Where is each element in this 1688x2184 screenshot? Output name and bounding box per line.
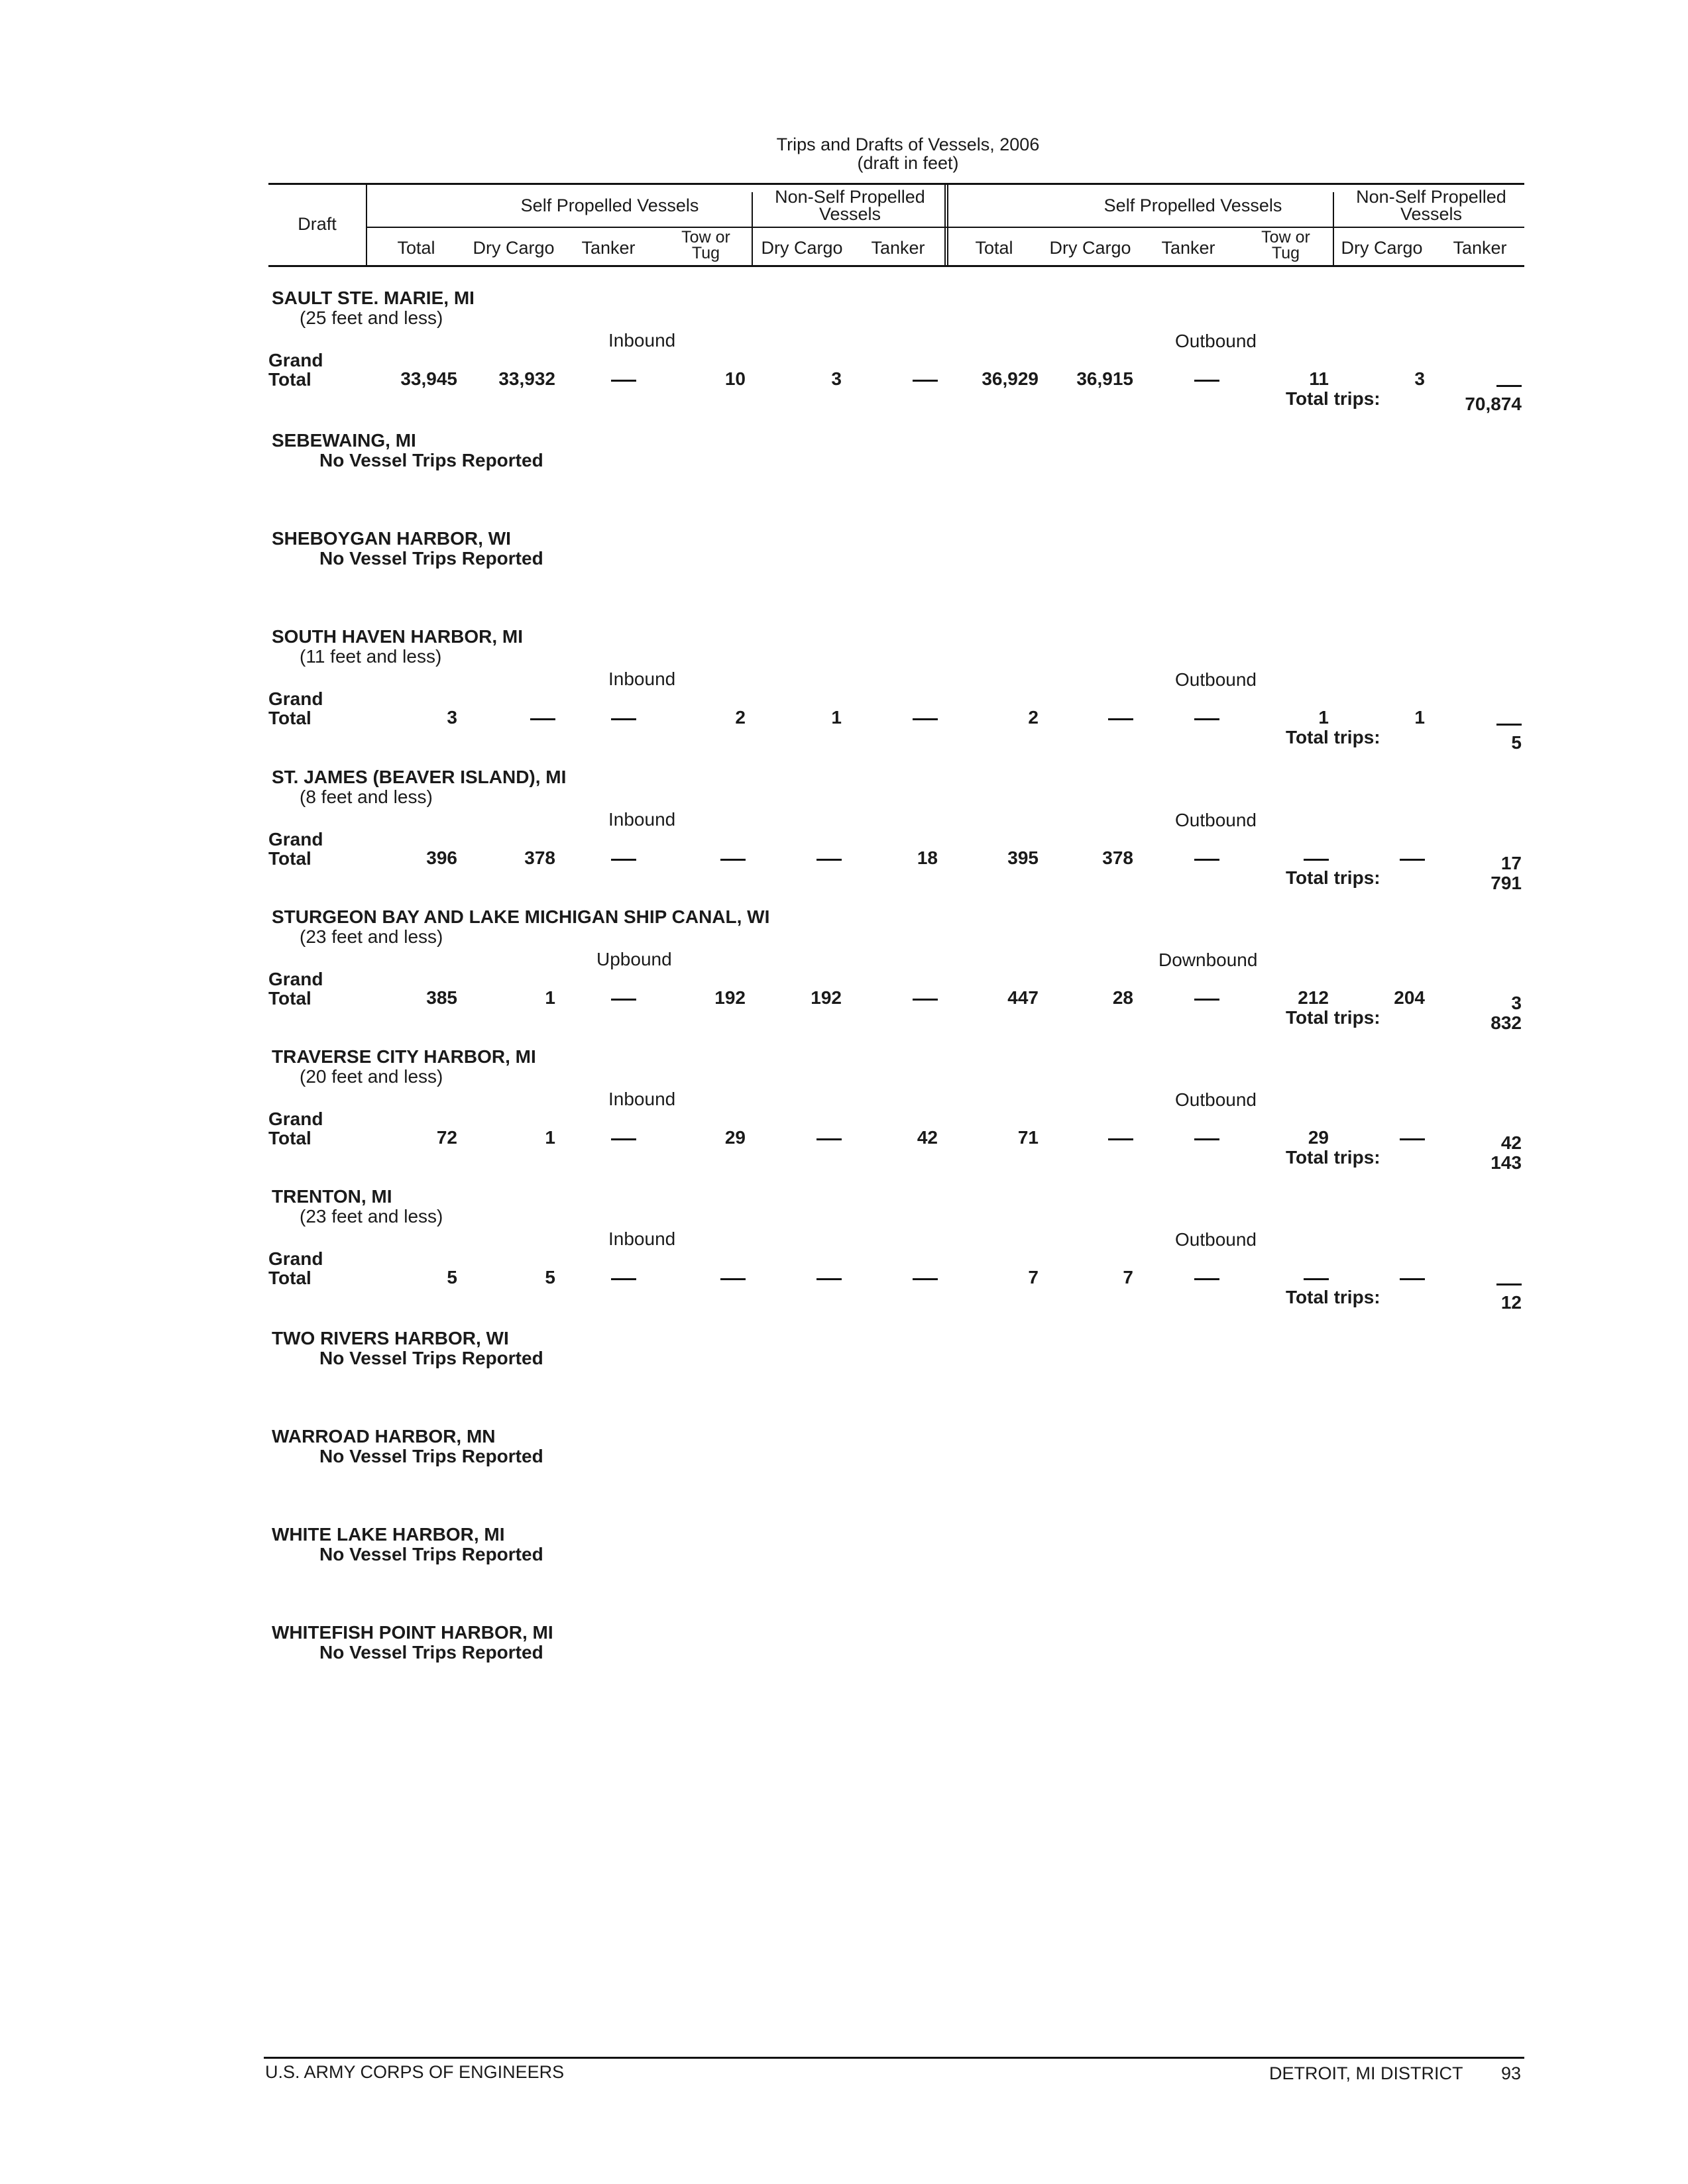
- no-trips-note: No Vessel Trips Reported: [319, 548, 543, 569]
- table-cell: 3: [1511, 993, 1522, 1013]
- header-self-propelled-left: Self Propelled Vessels: [520, 195, 699, 215]
- table-cell-dash: [1194, 1278, 1219, 1280]
- column-header: Tanker: [1453, 238, 1507, 258]
- footer-left: U.S. ARMY CORPS OF ENGINEERS: [265, 2062, 565, 2082]
- port-name: TWO RIVERS HARBOR, WI: [272, 1328, 509, 1348]
- table-cell-dash: [611, 859, 636, 861]
- table-cell: 42: [1500, 1132, 1522, 1153]
- footer-page-number: 93: [1501, 2063, 1522, 2083]
- total-trips-label: Total trips:: [1286, 1147, 1380, 1168]
- direction-left: Inbound: [608, 1089, 676, 1109]
- total-trips-value: 832: [1491, 1012, 1522, 1033]
- direction-left: Inbound: [608, 330, 676, 351]
- table-cell: 192: [811, 987, 842, 1008]
- port-draft-range: (25 feet and less): [300, 307, 443, 328]
- table-cell-dash: [1194, 999, 1219, 1001]
- grand-label: Grand: [268, 829, 323, 849]
- header-self-propelled-right: Self Propelled Vessels: [1103, 195, 1282, 215]
- table-cell: 378: [524, 847, 555, 868]
- table-cell-dash: [530, 718, 555, 720]
- total-trips-label: Total trips:: [1286, 1007, 1380, 1028]
- table-cell-dash: [720, 859, 746, 861]
- header-draft: Draft: [298, 214, 337, 234]
- no-trips-note: No Vessel Trips Reported: [319, 450, 543, 470]
- table-cell: 2: [1028, 707, 1039, 728]
- grand-label: Grand: [268, 1109, 323, 1129]
- port-draft-range: (23 feet and less): [300, 1206, 443, 1227]
- table-cell: 5: [545, 1267, 555, 1287]
- footer-right: DETROIT, MI DISTRICT: [1269, 2063, 1463, 2083]
- table-cell: 36,929: [982, 368, 1039, 389]
- table-cell-dash: [1496, 724, 1522, 726]
- table-cell: 7: [1123, 1267, 1133, 1287]
- direction-left: Inbound: [608, 669, 676, 689]
- table-cell-dash: [1108, 1138, 1133, 1140]
- table-cell: 396: [426, 847, 457, 868]
- table-cell-dash: [1194, 1138, 1219, 1140]
- port-name: WHITEFISH POINT HARBOR, MI: [272, 1622, 553, 1643]
- grand-label: Grand: [268, 350, 323, 370]
- column-header: Total: [397, 238, 435, 258]
- port-name: SAULT STE. MARIE, MI: [272, 288, 475, 308]
- column-header: Tow or Tug: [1261, 228, 1310, 262]
- header-divider-draft: [366, 183, 367, 265]
- table-cell: 72: [436, 1127, 457, 1148]
- table-cell-dash: [1108, 718, 1133, 720]
- total-trips-value: 143: [1491, 1152, 1522, 1173]
- grand-label: Grand: [268, 969, 323, 989]
- table-cell: 28: [1112, 987, 1133, 1008]
- table-cell-dash: [816, 1278, 842, 1280]
- no-trips-note: No Vessel Trips Reported: [319, 1348, 543, 1368]
- direction-left: Upbound: [596, 949, 672, 969]
- total-label: Total: [268, 988, 311, 1009]
- port-draft-range: (11 feet and less): [300, 646, 442, 667]
- footer-rule: [264, 2057, 1524, 2059]
- table-cell: 11: [1309, 368, 1329, 389]
- grand-label: Grand: [268, 1248, 323, 1269]
- column-header: Tanker: [871, 238, 925, 258]
- table-cell: 395: [1007, 847, 1039, 868]
- table-cell: 1: [545, 1127, 555, 1148]
- direction-left: Inbound: [608, 809, 676, 830]
- table-cell: 192: [714, 987, 746, 1008]
- table-cell: 385: [426, 987, 457, 1008]
- table-cell-dash: [1194, 718, 1219, 720]
- total-trips-label: Total trips:: [1286, 867, 1380, 888]
- table-cell-dash: [1194, 380, 1219, 382]
- column-header: Dry Cargo: [761, 238, 843, 258]
- table-cell-dash: [611, 999, 636, 1001]
- total-trips-value: 70,874: [1465, 394, 1522, 414]
- table-cell-dash: [1496, 1283, 1522, 1285]
- table-cell: 212: [1298, 987, 1329, 1008]
- total-trips-label: Total trips:: [1286, 388, 1380, 409]
- table-cell: 7: [1028, 1267, 1039, 1287]
- port-name: STURGEON BAY AND LAKE MICHIGAN SHIP CANAL, WI: [272, 906, 770, 927]
- total-label: Total: [268, 708, 311, 728]
- total-trips-label: Total trips:: [1286, 1287, 1380, 1307]
- table-cell: 1: [831, 707, 842, 728]
- column-header: Total: [975, 238, 1013, 258]
- table-cell-dash: [1304, 859, 1329, 861]
- table-cell: 447: [1007, 987, 1039, 1008]
- table-cell: 33,945: [400, 368, 457, 389]
- table-cell: 1: [545, 987, 555, 1008]
- column-header: Dry Cargo: [1341, 238, 1423, 258]
- table-cell: 71: [1017, 1127, 1039, 1148]
- direction-left: Inbound: [608, 1228, 676, 1249]
- column-header: Tanker: [581, 238, 636, 258]
- total-label: Total: [268, 848, 311, 869]
- page-title: Trips and Drafts of Vessels, 2006: [776, 135, 1040, 154]
- header-top-rule: [268, 183, 1524, 185]
- total-trips-value: 5: [1511, 732, 1522, 753]
- grand-label: Grand: [268, 688, 323, 709]
- direction-right: Outbound: [1175, 669, 1257, 690]
- column-header: Tow or Tug: [681, 228, 730, 262]
- table-cell-dash: [1194, 859, 1219, 861]
- total-label: Total: [268, 369, 311, 390]
- port-draft-range: (23 feet and less): [300, 926, 443, 947]
- total-label: Total: [268, 1128, 311, 1148]
- port-name: ST. JAMES (BEAVER ISLAND), MI: [272, 767, 567, 787]
- table-cell: 42: [917, 1127, 938, 1148]
- table-cell: 5: [447, 1267, 457, 1287]
- table-cell-dash: [611, 1278, 636, 1280]
- table-cell: 3: [831, 368, 842, 389]
- table-cell: 378: [1102, 847, 1133, 868]
- table-cell-dash: [1304, 1278, 1329, 1280]
- total-trips-value: 791: [1491, 873, 1522, 893]
- direction-right: Outbound: [1175, 1089, 1257, 1110]
- table-cell-dash: [720, 1278, 746, 1280]
- direction-right: Outbound: [1175, 810, 1257, 830]
- no-trips-note: No Vessel Trips Reported: [319, 1446, 543, 1466]
- port-name: SHEBOYGAN HARBOR, WI: [272, 528, 511, 549]
- header-non-self-propelled-right: Non-Self Propelled Vessels: [1356, 187, 1506, 224]
- port-draft-range: (8 feet and less): [300, 787, 433, 807]
- direction-right: Outbound: [1175, 1229, 1257, 1250]
- total-label: Total: [268, 1268, 311, 1288]
- table-cell: 2: [735, 707, 746, 728]
- table-cell: 3: [1414, 368, 1425, 389]
- port-name: SEBEWAING, MI: [272, 430, 416, 451]
- header-bottom-rule: [268, 265, 1524, 267]
- table-cell: 33,932: [498, 368, 555, 389]
- direction-right: Outbound: [1175, 331, 1257, 351]
- table-cell: 36,915: [1076, 368, 1133, 389]
- port-name: WHITE LAKE HARBOR, MI: [272, 1524, 505, 1545]
- table-cell-dash: [611, 1138, 636, 1140]
- table-cell-dash: [1400, 1278, 1425, 1280]
- column-header: Dry Cargo: [1049, 238, 1131, 258]
- table-cell: 10: [724, 368, 746, 389]
- direction-right: Downbound: [1158, 950, 1258, 970]
- port-name: TRAVERSE CITY HARBOR, MI: [272, 1046, 536, 1067]
- column-header: Tanker: [1161, 238, 1215, 258]
- table-cell: 3: [447, 707, 457, 728]
- no-trips-note: No Vessel Trips Reported: [319, 1544, 543, 1564]
- column-header: Dry Cargo: [473, 238, 555, 258]
- table-cell: 204: [1394, 987, 1425, 1008]
- table-cell: 29: [1308, 1127, 1329, 1148]
- port-name: SOUTH HAVEN HARBOR, MI: [272, 626, 524, 647]
- port-draft-range: (20 feet and less): [300, 1066, 443, 1087]
- total-trips-label: Total trips:: [1286, 727, 1380, 747]
- port-name: WARROAD HARBOR, MN: [272, 1426, 496, 1447]
- port-name: TRENTON, MI: [272, 1186, 392, 1207]
- table-cell: 29: [724, 1127, 746, 1148]
- table-cell: 17: [1500, 853, 1522, 873]
- table-cell: 1: [1318, 707, 1329, 728]
- table-cell-dash: [611, 380, 636, 382]
- table-cell: 1: [1414, 707, 1425, 728]
- table-cell: 18: [917, 847, 938, 868]
- no-trips-note: No Vessel Trips Reported: [319, 1642, 543, 1663]
- table-cell-dash: [1496, 385, 1522, 387]
- page-subtitle: (draft in feet): [857, 153, 959, 173]
- table-cell-dash: [611, 718, 636, 720]
- header-non-self-propelled-left: Non-Self Propelled Vessels: [775, 187, 925, 224]
- total-trips-value: 12: [1500, 1292, 1522, 1313]
